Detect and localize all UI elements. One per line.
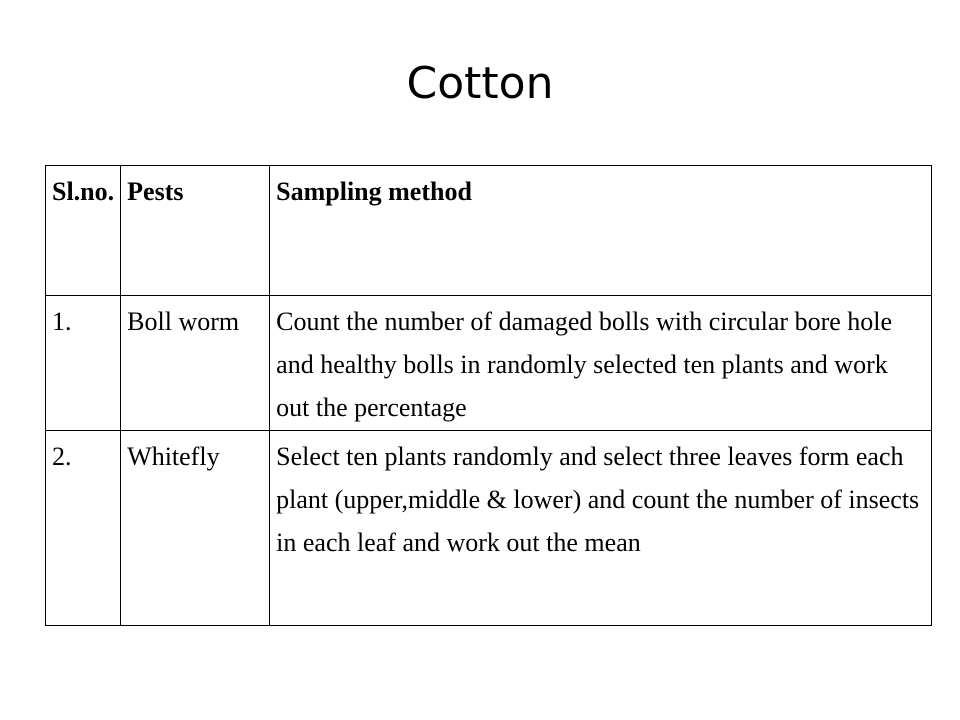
table-row	[46, 431, 932, 626]
header-pests: Pests	[121, 166, 270, 296]
header-sampling-method: Sampling method	[270, 166, 932, 296]
cell-sampling-method: Count the number of damaged bolls with circular bore hole and healthy bolls in randomly selected ten plants and work out the percentage	[270, 296, 932, 431]
cell-pest: Boll worm	[121, 296, 270, 431]
cell-sl-no: 1.	[46, 296, 121, 431]
table-row	[46, 296, 932, 431]
cell-sampling-method: Select ten plants randomly and select three leaves form each plant (upper,middle & lower) and count the number of insects in each leaf and work out the mean	[270, 431, 932, 626]
pest-sampling-table	[45, 165, 932, 626]
header-sl-no: Sl.no.	[46, 166, 121, 296]
cell-pest: Whitefly	[121, 431, 270, 626]
slide-title: Cotton	[406, 58, 554, 109]
table-header-row	[46, 166, 932, 296]
cell-sl-no: 2.	[46, 431, 121, 626]
